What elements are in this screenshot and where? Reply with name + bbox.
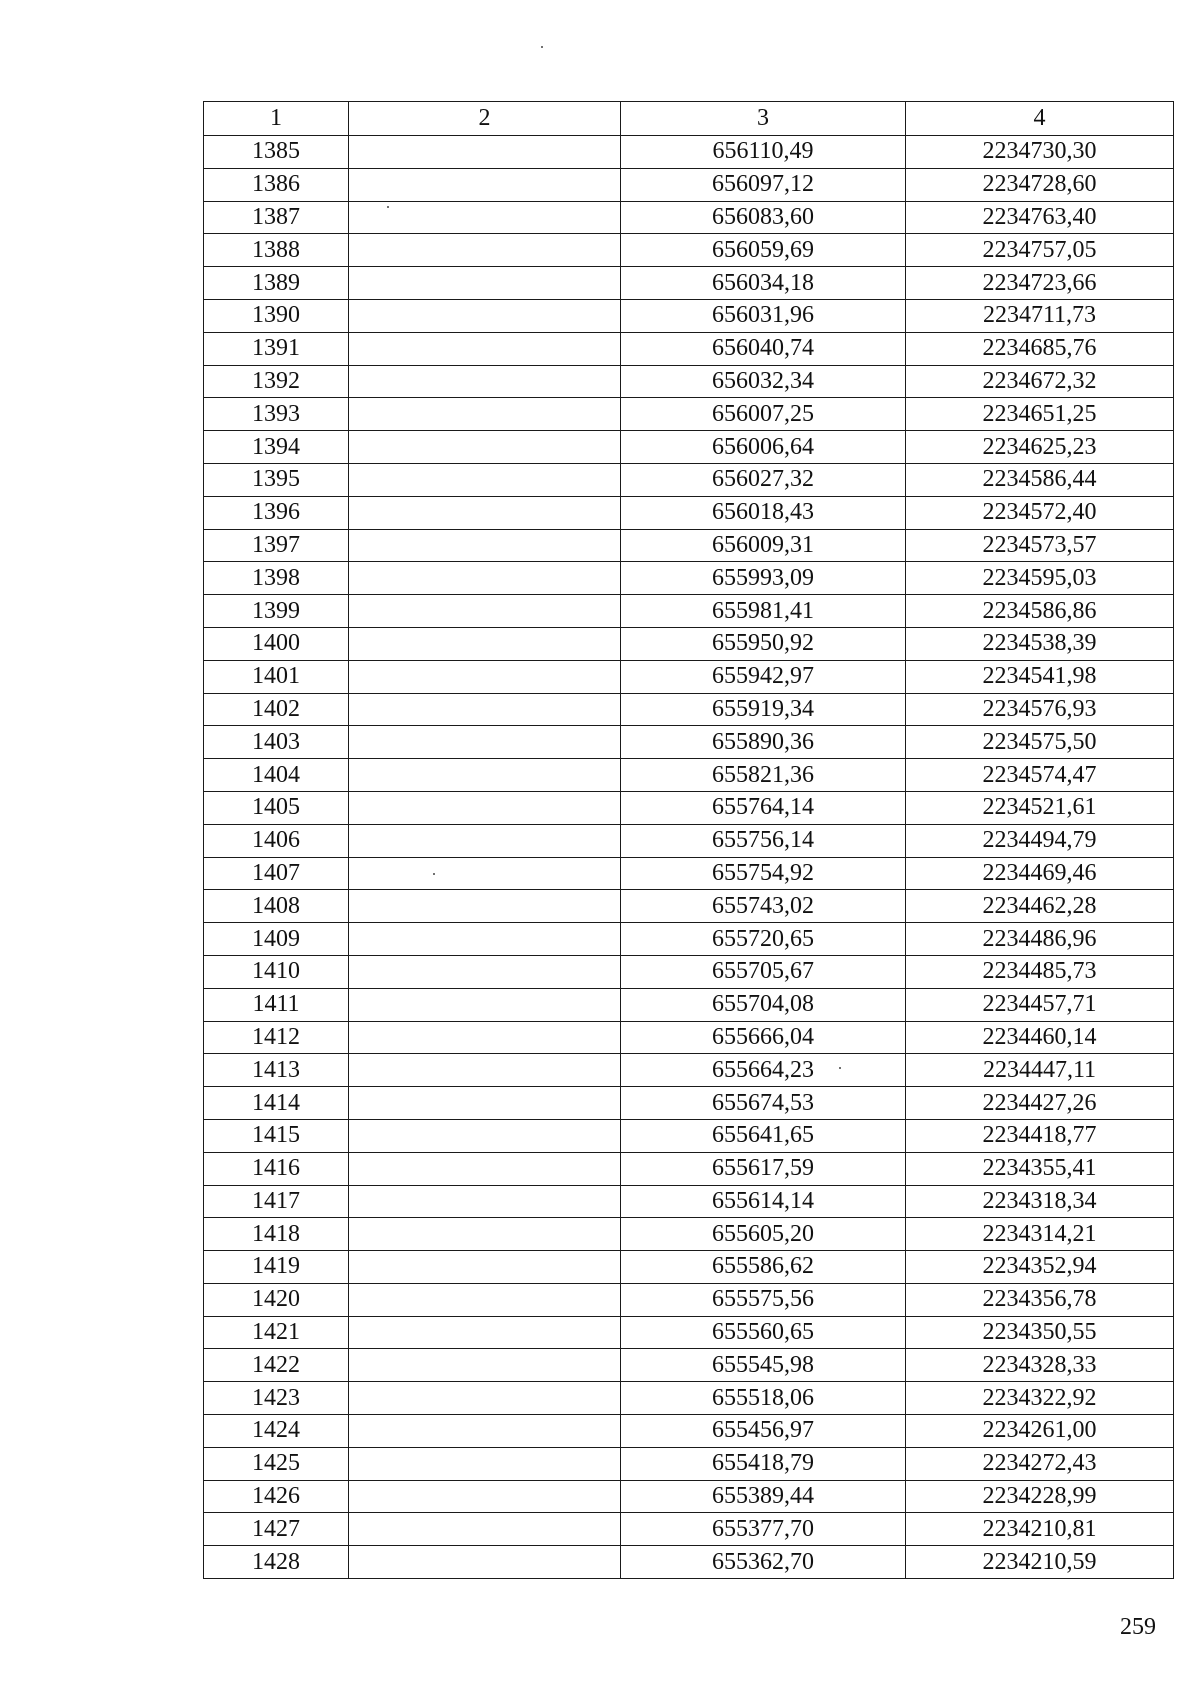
table-row	[204, 1513, 1174, 1546]
point-number-cell: 1413	[204, 1054, 349, 1087]
table-row	[204, 857, 1174, 890]
scan-speck	[839, 1067, 841, 1069]
x-coordinate-cell: 655674,53	[621, 1087, 906, 1120]
y-coordinate-cell: 2234651,25	[906, 398, 1174, 431]
point-number-cell: 1405	[204, 791, 349, 824]
description-cell	[349, 890, 621, 923]
description-cell	[349, 1546, 621, 1579]
description-cell	[349, 1185, 621, 1218]
y-coordinate-cell: 2234494,79	[906, 824, 1174, 857]
y-coordinate-cell: 2234352,94	[906, 1251, 1174, 1284]
point-number-cell: 1425	[204, 1447, 349, 1480]
y-coordinate-cell: 2234356,78	[906, 1283, 1174, 1316]
table-row	[204, 693, 1174, 726]
x-coordinate-cell: 656110,49	[621, 136, 906, 169]
header-row	[204, 102, 1174, 136]
table-row	[204, 1546, 1174, 1579]
y-coordinate-cell: 2234485,73	[906, 955, 1174, 988]
y-coordinate-cell: 2234711,73	[906, 299, 1174, 332]
y-coordinate-cell: 2234575,50	[906, 726, 1174, 759]
description-cell	[349, 496, 621, 529]
table-row	[204, 496, 1174, 529]
description-cell	[349, 595, 621, 628]
description-cell	[349, 1119, 621, 1152]
x-coordinate-cell: 656040,74	[621, 332, 906, 365]
description-cell	[349, 1415, 621, 1448]
y-coordinate-cell: 2234586,86	[906, 595, 1174, 628]
y-coordinate-cell: 2234595,03	[906, 562, 1174, 595]
table-row	[204, 234, 1174, 267]
point-number-cell: 1409	[204, 923, 349, 956]
table-row	[204, 627, 1174, 660]
x-coordinate-cell: 655664,23	[621, 1054, 906, 1087]
y-coordinate-cell: 2234730,30	[906, 136, 1174, 169]
x-coordinate-cell: 656027,32	[621, 463, 906, 496]
point-number-cell: 1416	[204, 1152, 349, 1185]
table-row	[204, 955, 1174, 988]
point-number-cell: 1403	[204, 726, 349, 759]
description-cell	[349, 791, 621, 824]
description-cell	[349, 955, 621, 988]
description-cell	[349, 201, 621, 234]
y-coordinate-cell: 2234457,71	[906, 988, 1174, 1021]
point-number-cell: 1392	[204, 365, 349, 398]
description-cell	[349, 365, 621, 398]
y-coordinate-cell: 2234272,43	[906, 1447, 1174, 1480]
y-coordinate-cell: 2234763,40	[906, 201, 1174, 234]
table-row	[204, 1316, 1174, 1349]
y-coordinate-cell: 2234672,32	[906, 365, 1174, 398]
description-cell	[349, 1283, 621, 1316]
x-coordinate-cell: 655518,06	[621, 1382, 906, 1415]
description-cell	[349, 1218, 621, 1251]
x-coordinate-cell: 656083,60	[621, 201, 906, 234]
table-row	[204, 1447, 1174, 1480]
table-row	[204, 1480, 1174, 1513]
x-coordinate-cell: 655362,70	[621, 1546, 906, 1579]
x-coordinate-cell: 655617,59	[621, 1152, 906, 1185]
point-number-cell: 1407	[204, 857, 349, 890]
table-row	[204, 562, 1174, 595]
y-coordinate-cell: 2234462,28	[906, 890, 1174, 923]
y-coordinate-cell: 2234322,92	[906, 1382, 1174, 1415]
point-number-cell: 1418	[204, 1218, 349, 1251]
y-coordinate-cell: 2234625,23	[906, 431, 1174, 464]
point-number-cell: 1404	[204, 759, 349, 792]
scan-speck	[387, 206, 389, 208]
y-coordinate-cell: 2234318,34	[906, 1185, 1174, 1218]
point-number-cell: 1402	[204, 693, 349, 726]
x-coordinate-cell: 655754,92	[621, 857, 906, 890]
y-coordinate-cell: 2234228,99	[906, 1480, 1174, 1513]
description-cell	[349, 988, 621, 1021]
point-number-cell: 1421	[204, 1316, 349, 1349]
table-row	[204, 463, 1174, 496]
table-row	[204, 168, 1174, 201]
x-coordinate-cell: 655890,36	[621, 726, 906, 759]
point-number-cell: 1391	[204, 332, 349, 365]
table-row	[204, 1054, 1174, 1087]
point-number-cell: 1420	[204, 1283, 349, 1316]
table-row	[204, 1185, 1174, 1218]
point-number-cell: 1395	[204, 463, 349, 496]
table-row	[204, 1349, 1174, 1382]
description-cell	[349, 529, 621, 562]
y-coordinate-cell: 2234460,14	[906, 1021, 1174, 1054]
point-number-cell: 1419	[204, 1251, 349, 1284]
x-coordinate-cell: 656034,18	[621, 267, 906, 300]
point-number-cell: 1427	[204, 1513, 349, 1546]
description-cell	[349, 299, 621, 332]
description-cell	[349, 463, 621, 496]
description-cell	[349, 1480, 621, 1513]
table-row	[204, 136, 1174, 169]
table-row	[204, 988, 1174, 1021]
table-row	[204, 1087, 1174, 1120]
description-cell	[349, 1054, 621, 1087]
table-row	[204, 726, 1174, 759]
table-row	[204, 890, 1174, 923]
y-coordinate-cell: 2234723,66	[906, 267, 1174, 300]
point-number-cell: 1428	[204, 1546, 349, 1579]
y-coordinate-cell: 2234728,60	[906, 168, 1174, 201]
x-coordinate-cell: 655704,08	[621, 988, 906, 1021]
description-cell	[349, 726, 621, 759]
x-coordinate-cell: 656018,43	[621, 496, 906, 529]
table-row	[204, 1152, 1174, 1185]
point-number-cell: 1424	[204, 1415, 349, 1448]
point-number-cell: 1388	[204, 234, 349, 267]
x-coordinate-cell: 656059,69	[621, 234, 906, 267]
y-coordinate-cell: 2234586,44	[906, 463, 1174, 496]
description-cell	[349, 759, 621, 792]
description-cell	[349, 234, 621, 267]
description-cell	[349, 562, 621, 595]
y-coordinate-cell: 2234355,41	[906, 1152, 1174, 1185]
x-coordinate-cell: 655641,65	[621, 1119, 906, 1152]
table-row	[204, 791, 1174, 824]
y-coordinate-cell: 2234469,46	[906, 857, 1174, 890]
column-header-1: 1	[204, 102, 349, 136]
y-coordinate-cell: 2234574,47	[906, 759, 1174, 792]
point-number-cell: 1387	[204, 201, 349, 234]
y-coordinate-cell: 2234541,98	[906, 660, 1174, 693]
x-coordinate-cell: 656007,25	[621, 398, 906, 431]
table-row	[204, 365, 1174, 398]
x-coordinate-cell: 655560,65	[621, 1316, 906, 1349]
description-cell	[349, 1316, 621, 1349]
x-coordinate-cell: 655389,44	[621, 1480, 906, 1513]
point-number-cell: 1426	[204, 1480, 349, 1513]
x-coordinate-cell: 655605,20	[621, 1218, 906, 1251]
point-number-cell: 1412	[204, 1021, 349, 1054]
table-row	[204, 431, 1174, 464]
table-row	[204, 824, 1174, 857]
y-coordinate-cell: 2234261,00	[906, 1415, 1174, 1448]
x-coordinate-cell: 655942,97	[621, 660, 906, 693]
description-cell	[349, 398, 621, 431]
table-row	[204, 332, 1174, 365]
x-coordinate-cell: 655545,98	[621, 1349, 906, 1382]
table-header	[204, 102, 1174, 136]
point-number-cell: 1423	[204, 1382, 349, 1415]
y-coordinate-cell: 2234447,11	[906, 1054, 1174, 1087]
point-number-cell: 1394	[204, 431, 349, 464]
table-row	[204, 759, 1174, 792]
scan-speck	[433, 873, 435, 875]
x-coordinate-cell: 655418,79	[621, 1447, 906, 1480]
scan-speck	[541, 46, 543, 48]
point-number-cell: 1390	[204, 299, 349, 332]
y-coordinate-cell: 2234576,93	[906, 693, 1174, 726]
description-cell	[349, 1021, 621, 1054]
description-cell	[349, 1447, 621, 1480]
point-number-cell: 1385	[204, 136, 349, 169]
y-coordinate-cell: 2234573,57	[906, 529, 1174, 562]
table-row	[204, 660, 1174, 693]
x-coordinate-cell: 655456,97	[621, 1415, 906, 1448]
x-coordinate-cell: 655575,56	[621, 1283, 906, 1316]
description-cell	[349, 660, 621, 693]
y-coordinate-cell: 2234486,96	[906, 923, 1174, 956]
description-cell	[349, 857, 621, 890]
point-number-cell: 1396	[204, 496, 349, 529]
description-cell	[349, 267, 621, 300]
y-coordinate-cell: 2234685,76	[906, 332, 1174, 365]
point-number-cell: 1386	[204, 168, 349, 201]
point-number-cell: 1410	[204, 955, 349, 988]
y-coordinate-cell: 2234418,77	[906, 1119, 1174, 1152]
point-number-cell: 1399	[204, 595, 349, 628]
x-coordinate-cell: 656097,12	[621, 168, 906, 201]
x-coordinate-cell: 655614,14	[621, 1185, 906, 1218]
x-coordinate-cell: 655950,92	[621, 627, 906, 660]
description-cell	[349, 1087, 621, 1120]
x-coordinate-cell: 655993,09	[621, 562, 906, 595]
x-coordinate-cell: 655666,04	[621, 1021, 906, 1054]
point-number-cell: 1401	[204, 660, 349, 693]
description-cell	[349, 923, 621, 956]
table-row	[204, 923, 1174, 956]
point-number-cell: 1415	[204, 1119, 349, 1152]
table-row	[204, 201, 1174, 234]
description-cell	[349, 627, 621, 660]
y-coordinate-cell: 2234350,55	[906, 1316, 1174, 1349]
description-cell	[349, 136, 621, 169]
coordinates-table	[203, 101, 1174, 1579]
point-number-cell: 1408	[204, 890, 349, 923]
x-coordinate-cell: 656009,31	[621, 529, 906, 562]
point-number-cell: 1400	[204, 627, 349, 660]
y-coordinate-cell: 2234757,05	[906, 234, 1174, 267]
table-row	[204, 1021, 1174, 1054]
table-body	[204, 136, 1174, 1579]
y-coordinate-cell: 2234538,39	[906, 627, 1174, 660]
y-coordinate-cell: 2234521,61	[906, 791, 1174, 824]
y-coordinate-cell: 2234572,40	[906, 496, 1174, 529]
y-coordinate-cell: 2234314,21	[906, 1218, 1174, 1251]
x-coordinate-cell: 655377,70	[621, 1513, 906, 1546]
table-row	[204, 1283, 1174, 1316]
x-coordinate-cell: 655720,65	[621, 923, 906, 956]
point-number-cell: 1393	[204, 398, 349, 431]
x-coordinate-cell: 656032,34	[621, 365, 906, 398]
x-coordinate-cell: 655586,62	[621, 1251, 906, 1284]
x-coordinate-cell: 655756,14	[621, 824, 906, 857]
description-cell	[349, 431, 621, 464]
y-coordinate-cell: 2234210,81	[906, 1513, 1174, 1546]
x-coordinate-cell: 655981,41	[621, 595, 906, 628]
description-cell	[349, 1513, 621, 1546]
column-header-2: 2	[349, 102, 621, 136]
point-number-cell: 1417	[204, 1185, 349, 1218]
y-coordinate-cell: 2234328,33	[906, 1349, 1174, 1382]
description-cell	[349, 1152, 621, 1185]
table-row	[204, 1119, 1174, 1152]
y-coordinate-cell: 2234427,26	[906, 1087, 1174, 1120]
description-cell	[349, 824, 621, 857]
point-number-cell: 1398	[204, 562, 349, 595]
y-coordinate-cell: 2234210,59	[906, 1546, 1174, 1579]
point-number-cell: 1397	[204, 529, 349, 562]
page-number: 259	[1120, 1614, 1156, 1640]
description-cell	[349, 168, 621, 201]
point-number-cell: 1406	[204, 824, 349, 857]
x-coordinate-cell: 656031,96	[621, 299, 906, 332]
description-cell	[349, 1251, 621, 1284]
point-number-cell: 1414	[204, 1087, 349, 1120]
table-row	[204, 1251, 1174, 1284]
x-coordinate-cell: 655705,67	[621, 955, 906, 988]
table-row	[204, 529, 1174, 562]
table-row	[204, 1382, 1174, 1415]
table-row	[204, 1218, 1174, 1251]
column-header-3: 3	[621, 102, 906, 136]
x-coordinate-cell: 655743,02	[621, 890, 906, 923]
x-coordinate-cell: 656006,64	[621, 431, 906, 464]
x-coordinate-cell: 655764,14	[621, 791, 906, 824]
description-cell	[349, 1382, 621, 1415]
table-row	[204, 595, 1174, 628]
description-cell	[349, 693, 621, 726]
x-coordinate-cell: 655821,36	[621, 759, 906, 792]
point-number-cell: 1422	[204, 1349, 349, 1382]
description-cell	[349, 1349, 621, 1382]
table-row	[204, 1415, 1174, 1448]
table-row	[204, 299, 1174, 332]
table-row	[204, 267, 1174, 300]
x-coordinate-cell: 655919,34	[621, 693, 906, 726]
column-header-4: 4	[906, 102, 1174, 136]
description-cell	[349, 332, 621, 365]
table-row	[204, 398, 1174, 431]
point-number-cell: 1411	[204, 988, 349, 1021]
point-number-cell: 1389	[204, 267, 349, 300]
